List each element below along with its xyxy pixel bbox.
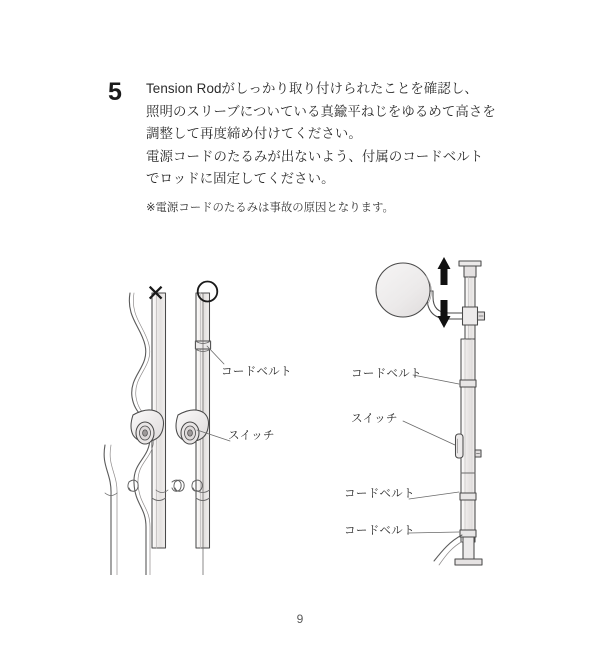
step-note: ※電源コードのたるみは事故の原因となります。 bbox=[146, 201, 394, 214]
cord-belt-upper bbox=[460, 380, 476, 387]
step-body-line: 照明のスリーブについている真鍮平ねじをゆるめて高さを bbox=[146, 103, 496, 119]
screw-knob bbox=[475, 450, 481, 457]
step-body-line: 調整して再度締め付けてください。 bbox=[146, 126, 362, 141]
page-number: 9 bbox=[296, 612, 304, 626]
figure-area bbox=[0, 245, 600, 575]
label-switch-left: スイッチ bbox=[228, 429, 275, 442]
cord-belt-middle bbox=[460, 493, 476, 500]
step-number: 5 bbox=[108, 78, 122, 106]
switch-right bbox=[456, 434, 464, 458]
circle-mark-icon: 〇 bbox=[196, 279, 219, 305]
leader-line-switch-right bbox=[403, 421, 455, 445]
step-block bbox=[108, 78, 508, 217]
right-assembly bbox=[376, 257, 485, 565]
leader-line-cord-belt-lower bbox=[409, 532, 459, 533]
ceiling-cap bbox=[459, 261, 481, 277]
left-good-example bbox=[172, 293, 230, 575]
label-cord-belt-upper-right: コードベルト bbox=[351, 367, 422, 380]
assembly-diagram bbox=[0, 245, 600, 575]
up-arrow-icon bbox=[438, 257, 451, 285]
label-cord-belt-lower-right: コードベルト bbox=[344, 524, 415, 537]
label-switch-right: スイッチ bbox=[351, 412, 398, 425]
step-body-line: 電源コードのたるみが出ないよう、付属のコードベルト bbox=[146, 148, 484, 164]
left-bad-example bbox=[104, 293, 184, 575]
globe-shade bbox=[376, 263, 431, 317]
cross-mark-icon: ✕ bbox=[146, 280, 166, 306]
step-body bbox=[146, 78, 508, 191]
label-cord-belt-left: コードベルト bbox=[221, 365, 292, 378]
label-cord-belt-middle-right: コードベルト bbox=[344, 487, 415, 500]
cord-belt-lower bbox=[460, 530, 476, 537]
down-arrow-icon bbox=[438, 300, 451, 328]
step-body-line: でロッドに固定してください。 bbox=[146, 171, 335, 186]
leader-line-cord-belt-middle bbox=[409, 492, 459, 499]
floor-base bbox=[455, 537, 482, 565]
sleeve-collar bbox=[463, 307, 485, 325]
step-body-line: Tension Rodがしっかり取り付けられたことを確認し、 bbox=[146, 81, 478, 96]
